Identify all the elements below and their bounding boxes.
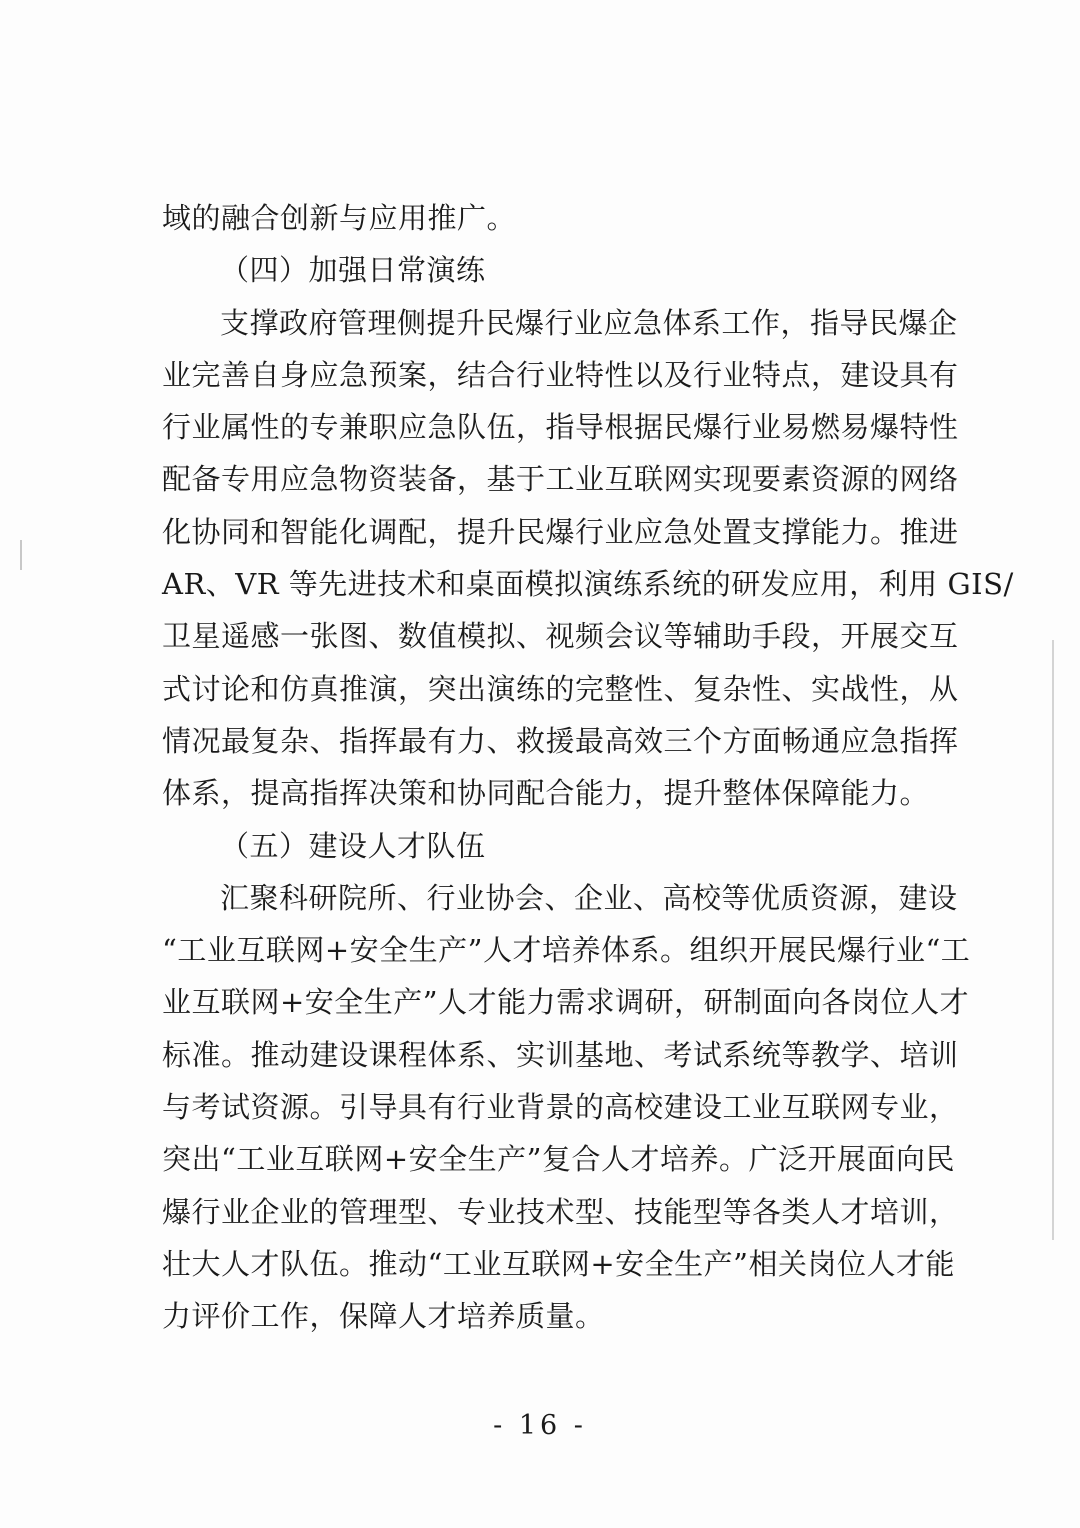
scan-edge-mark bbox=[1052, 640, 1054, 1240]
text-line: “工业互联网+安全生产”人才培养体系。组织开展民爆行业“工 bbox=[162, 933, 971, 968]
text-line: 业互联网+安全生产”人才能力需求调研，研制面向各岗位人才 bbox=[162, 985, 970, 1020]
text-line: 与考试资源。引导具有行业背景的高校建设工业互联网专业， bbox=[162, 1090, 959, 1125]
text-line: 情况最复杂、指挥最有力、救援最高效三个方面畅通应急指挥 bbox=[162, 723, 959, 758]
text-line: 卫星遥感一张图、数值模拟、视频会议等辅助手段，开展交互 bbox=[162, 619, 959, 654]
text-line: 化协同和智能化调配，提升民爆行业应急处置支撑能力。推进 bbox=[162, 514, 959, 549]
text-line: 爆行业企业的管理型、专业技术型、技能型等各类人才培训， bbox=[162, 1194, 959, 1229]
paragraph-first-line: 汇聚科研院所、行业协会、企业、高校等优质资源，建设 bbox=[220, 880, 958, 915]
body-text bbox=[162, 192, 1014, 1343]
text-line: 标准。推动建设课程体系、实训基地、考试系统等教学、培训 bbox=[162, 1037, 959, 1072]
text-line: 式讨论和仿真推演，突出演练的完整性、复杂性、实战性，从 bbox=[162, 671, 959, 706]
text-line: 壮大人才队伍。推动“工业互联网+安全生产”相关岗位人才能 bbox=[162, 1246, 955, 1281]
paragraph-first-line: 支撑政府管理侧提升民爆行业应急体系工作，指导民爆企 bbox=[220, 305, 958, 340]
text-line: 业完善自身应急预案，结合行业特性以及行业特点，建设具有 bbox=[162, 357, 959, 392]
text-line: 行业属性的专兼职应急队伍，指导根据民爆行业易燃易爆特性 bbox=[162, 410, 959, 445]
text-line: 力评价工作，保障人才培养质量。 bbox=[162, 1299, 605, 1334]
section-heading: （四）加强日常演练 bbox=[220, 253, 486, 288]
text-line: AR、VR 等先进技术和桌面模拟演练系统的研发应用，利用 GIS/ bbox=[162, 567, 1014, 602]
text-line: 域的融合创新与应用推广。 bbox=[162, 201, 517, 235]
text-line: 体系，提高指挥决策和协同配合能力，提升整体保障能力。 bbox=[162, 776, 930, 811]
text-line: 突出“工业互联网+安全生产”复合人才培养。广泛开展面向民 bbox=[162, 1142, 955, 1177]
scan-edge-mark bbox=[20, 540, 22, 570]
page-number: - 16 - bbox=[493, 1410, 587, 1441]
text-line: 配备专用应急物资装备，基于工业互联网实现要素资源的网络 bbox=[162, 462, 959, 497]
section-heading: （五）建设人才队伍 bbox=[220, 828, 486, 863]
